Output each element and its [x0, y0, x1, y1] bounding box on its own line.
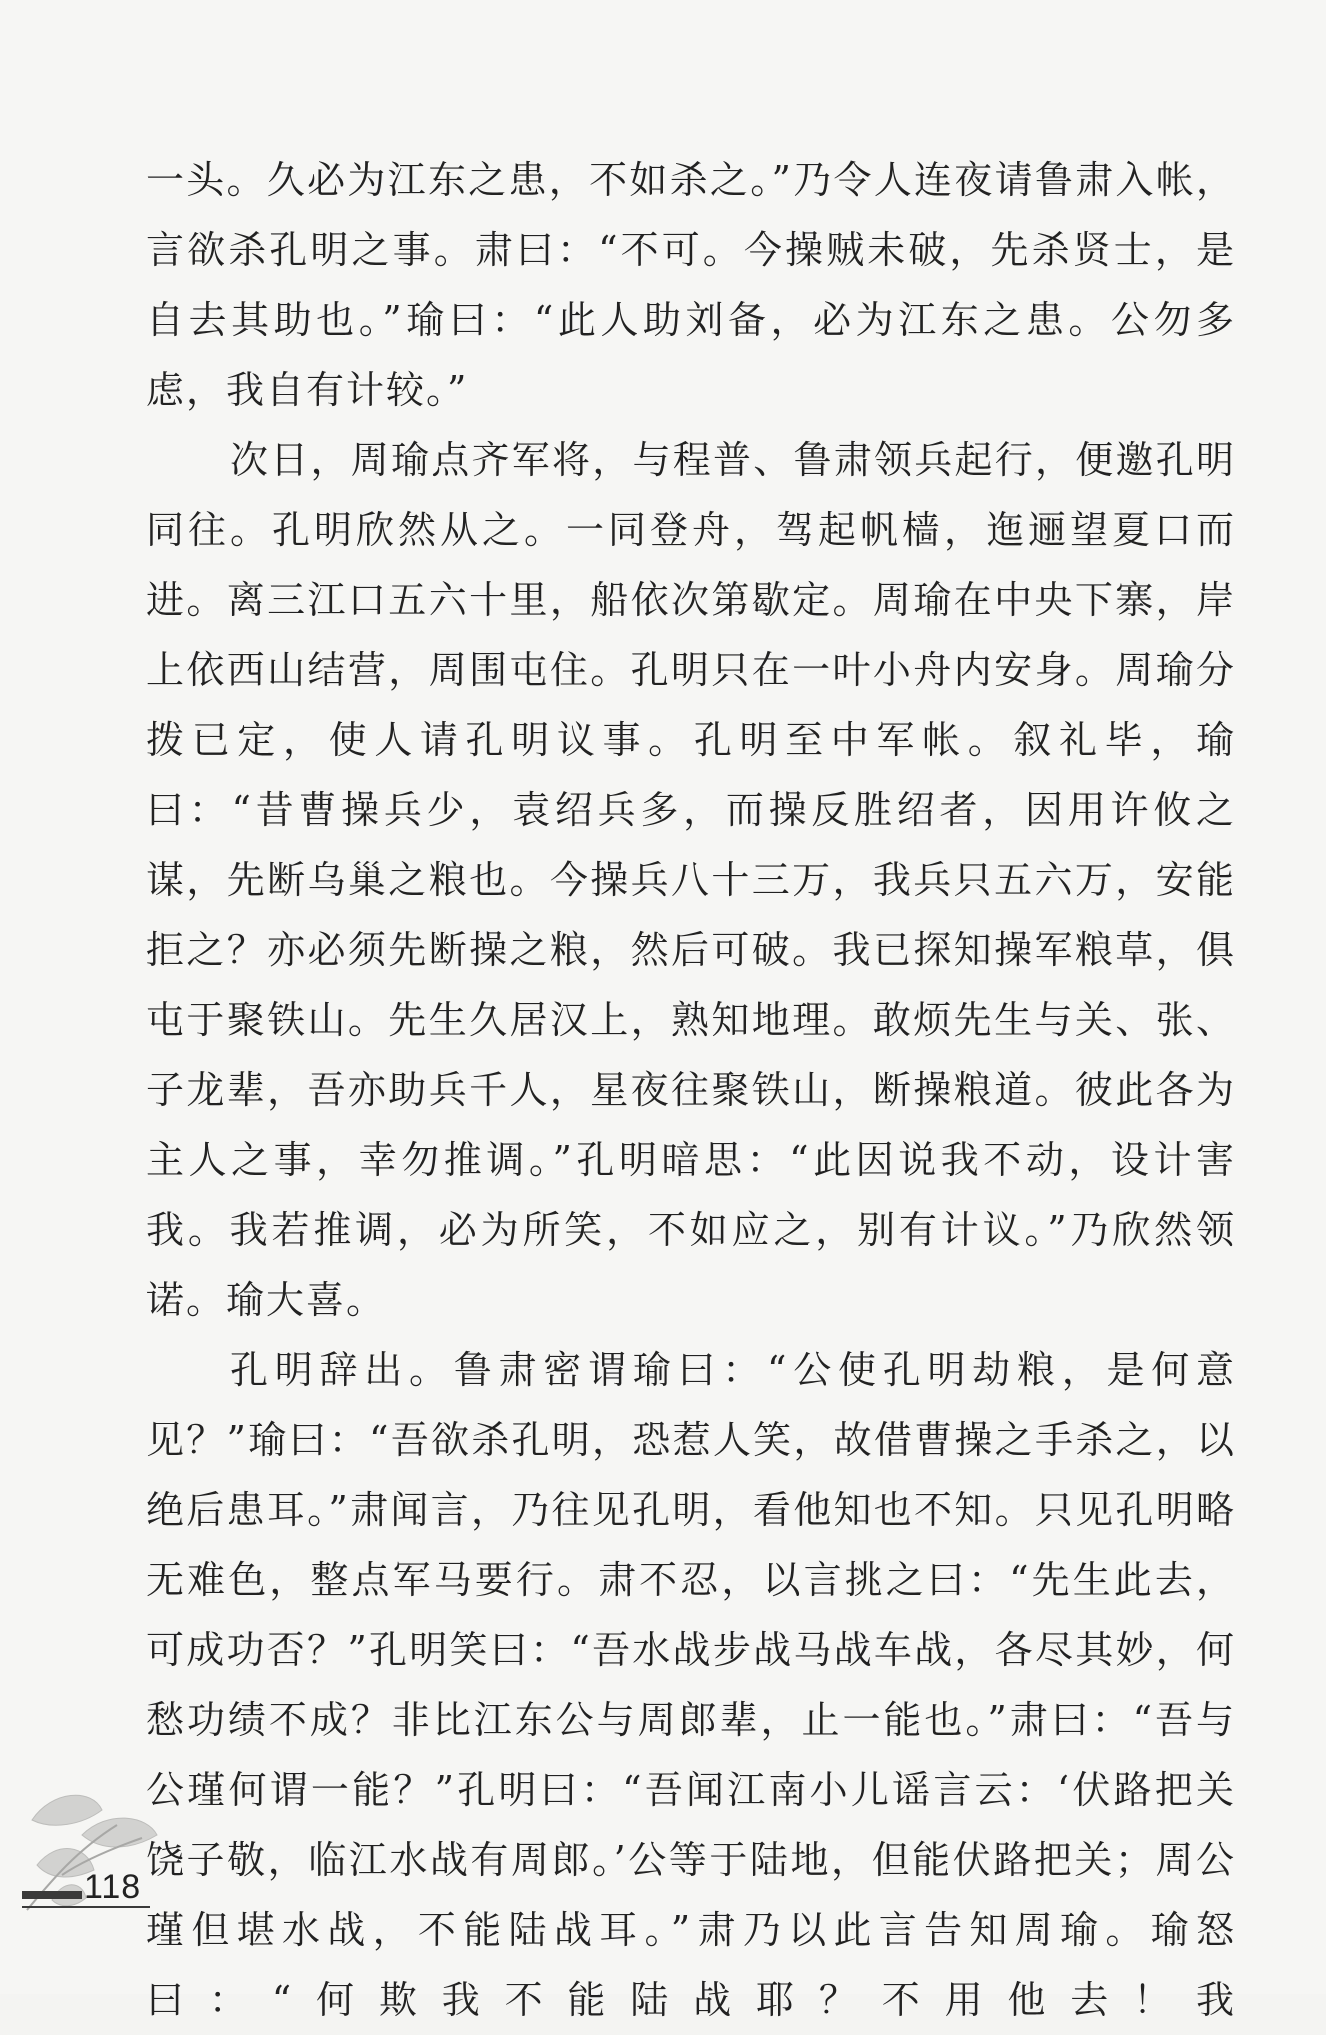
paragraph-1: 一头。久必为江东之患，不如杀之。”乃令人连夜请鲁肃入帐，言欲杀孔明之事。肃曰：“不可。今操贼未破，先杀贤士，是自去其助也。”瑜曰：“此人助刘备，必为江东之患。公勿多虑，我自有计较。” — [146, 158, 1236, 412]
page-number-bar — [22, 1891, 82, 1899]
page-body — [146, 145, 1236, 2035]
paragraph-3: 孔明辞出。鲁肃密谓瑜曰：“公使孔明劫粮，是何意见？”瑜曰：“吾欲杀孔明，恐惹人笑，故借曹操之手杀之，以绝后患耳。”肃闻言，乃往见孔明，看他知也不知。只见孔明略无难色，整点军马要行。肃不忍，以言挑之曰：“先生此去，可成功否？”孔明笑曰：“吾水战步战马战车战，各尽其妙，何愁功绩不成？非比江东公与周郎辈，止一能也。”肃曰：“吾与公瑾何谓一能？”孔明曰：“吾闻江南小儿谣言云：‘伏路把关饶子敬，临江水战有周郎。’公等于陆地，但能伏路把关；周公瑾但堪水战，不能陆战耳。”肃乃以此言告知周瑜。瑜怒曰：“何欺我不能陆战耶？不用他去！我 — [146, 1348, 1236, 2022]
paragraph-2: 次日，周瑜点齐军将，与程普、鲁肃领兵起行，便邀孔明同往。孔明欣然从之。一同登舟，驾起帆樯，迤逦望夏口而进。离三江口五六十里，船依次第歇定。周瑜在中央下寨，岸上依西山结营，周围屯住。孔明只在一叶小舟内安身。周瑜分拨已定，使人请孔明议事。孔明至中军帐。叙礼毕，瑜曰：“昔曹操兵少，袁绍兵多，而操反胜绍者，因用许攸之谋，先断乌巢之粮也。今操兵八十三万，我兵只五六万，安能拒之？亦必须先断操之粮，然后可破。我已探知操军粮草，俱屯于聚铁山。先生久居汉上，熟知地理。敢烦先生与关、张、子龙辈，吾亦助兵千人，星夜往聚铁山，断操粮道。彼此各为主人之事，幸勿推调。”孔明暗思：“此因说我不动，设计害我。我若推调，必为所笑，不如应之，别有计议。”乃欣然领诺。瑜大喜。 — [146, 438, 1236, 1322]
page-number: 118 — [84, 1868, 142, 1906]
